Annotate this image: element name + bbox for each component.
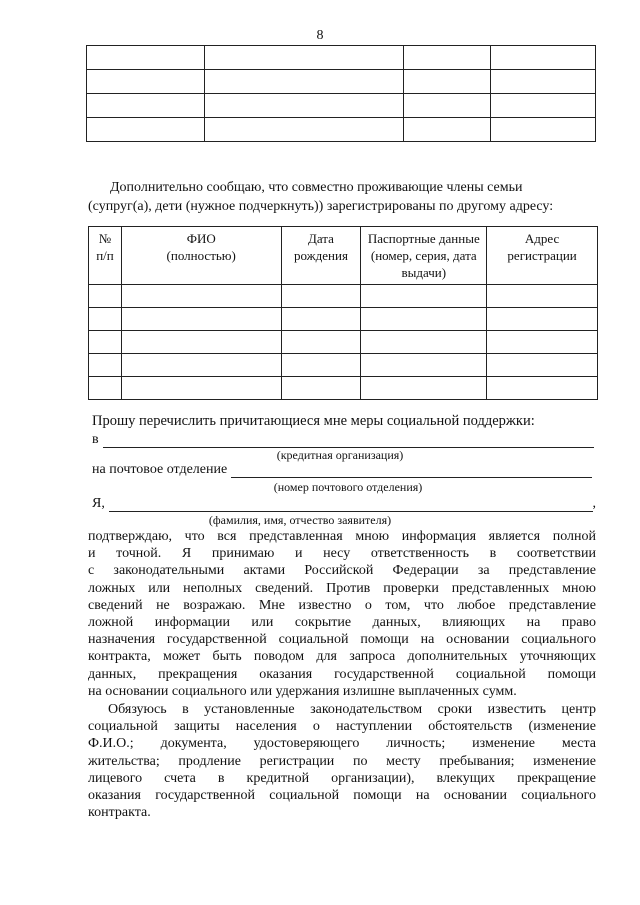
table-cell[interactable] (87, 118, 205, 142)
name-field-row (92, 496, 596, 512)
column-header: Адрес регистрации (487, 227, 598, 285)
table-cell[interactable] (404, 46, 491, 70)
column-header: № п/п (89, 227, 122, 285)
paragraph-line: и точной. Я принимаю и несу ответственность в соответствии (88, 546, 596, 562)
table-row (87, 46, 596, 70)
table-row (87, 94, 596, 118)
table-row (89, 331, 598, 354)
family-members-table (88, 226, 598, 400)
table-cell[interactable] (491, 70, 596, 94)
paragraph-line: сведений не возражаю. Мне известно о том, что любое представление (88, 597, 596, 613)
bank-field-row (92, 432, 594, 448)
continued-table (86, 45, 596, 142)
table-cell[interactable] (404, 118, 491, 142)
column-header: Паспортные данные (номер, серия, дата выдачи) (361, 227, 487, 285)
applicant-name-input-line[interactable] (109, 497, 593, 512)
table-row (89, 354, 598, 377)
table-cell[interactable] (487, 285, 598, 308)
intro-paragraph (88, 178, 598, 216)
table-row (89, 377, 598, 400)
table-cell[interactable] (491, 94, 596, 118)
intro-line-2: (супруг(а), дети (нужное подчеркнуть)) зарегистрированы по другому адресу: (88, 199, 554, 214)
table-cell[interactable] (121, 285, 281, 308)
table-cell[interactable] (204, 94, 404, 118)
table-cell[interactable] (281, 331, 361, 354)
paragraph-line: лицевого счета в кредитной организации), влекущих прекращение (88, 770, 596, 786)
table-cell[interactable] (87, 94, 205, 118)
table-cell[interactable] (281, 377, 361, 400)
paragraph-line: социальной защиты населения о наступлении обстоятельств (изменение (88, 719, 596, 735)
table-cell[interactable] (89, 308, 122, 331)
table-cell[interactable] (404, 94, 491, 118)
table-row (87, 118, 596, 142)
page-number: 8 (316, 28, 324, 43)
post-caption: (номер почтового отделения) (273, 480, 423, 494)
table-cell[interactable] (281, 285, 361, 308)
paragraph-line: Ф.И.О.; документа, удостоверяющего личность; изменение места (88, 736, 596, 752)
paragraph-line: ложных или неполных сведений. Против проверки представленных мною (88, 580, 596, 596)
table-row (87, 70, 596, 94)
table-cell[interactable] (121, 331, 281, 354)
table-cell[interactable] (281, 308, 361, 331)
table-cell[interactable] (404, 70, 491, 94)
table-cell[interactable] (89, 354, 122, 377)
table-cell[interactable] (204, 118, 404, 142)
name-caption: (фамилия, имя, отчество заявителя) (208, 513, 392, 527)
table-cell[interactable] (487, 354, 598, 377)
table-cell[interactable] (491, 46, 596, 70)
table-cell[interactable] (89, 285, 122, 308)
table-row (89, 285, 598, 308)
bank-prefix: в (92, 432, 99, 447)
table-row (89, 308, 598, 331)
name-prefix: Я, (92, 496, 105, 511)
table-cell[interactable] (89, 331, 122, 354)
table-cell[interactable] (204, 46, 404, 70)
paragraph-line: ложной информации или сокрытие данных, влияющих на право (88, 615, 596, 631)
table-cell[interactable] (121, 354, 281, 377)
intro-line-1: Дополнительно сообщаю, что совместно проживающие члены семьи (110, 180, 523, 195)
paragraph-line: жительства; продление регистрации по месту пребывания; изменение (88, 753, 596, 769)
table-cell[interactable] (87, 70, 205, 94)
bank-input-line[interactable] (103, 433, 594, 448)
table-cell[interactable] (361, 285, 487, 308)
paragraph-line: на основании социального или удержания излишне выплаченных сумм. (88, 683, 517, 699)
column-header: Дата рождения (281, 227, 361, 285)
post-prefix: на почтовое отделение (92, 462, 228, 477)
paragraph-line: контракта, может быть поводом для запроса дополнительных уточняющих (88, 649, 596, 665)
paragraph-line: данных, прекращения оказания государственной социальной помощи (88, 666, 596, 682)
table-cell[interactable] (89, 377, 122, 400)
table-cell[interactable] (87, 46, 205, 70)
paragraph-line: назначения государственной социальной помощи на основании социального (88, 632, 596, 648)
table-cell[interactable] (361, 331, 487, 354)
table-cell[interactable] (121, 377, 281, 400)
paragraph-line: с законодательными актами Российской Федерации за представление (88, 563, 596, 579)
table-cell[interactable] (487, 331, 598, 354)
table-cell[interactable] (361, 308, 487, 331)
table-cell[interactable] (361, 354, 487, 377)
column-header: ФИО (полностью) (121, 227, 281, 285)
paragraph-line: Обязуюсь в установленные законодательством сроки известить центр (108, 702, 596, 717)
paragraph-line: контракта. (88, 805, 151, 821)
obligation-paragraph (88, 701, 596, 821)
table-cell[interactable] (487, 308, 598, 331)
name-suffix: , (592, 496, 596, 511)
table-cell[interactable] (121, 308, 281, 331)
paragraph-line: оказания государственной социальной помощи на основании социального (88, 788, 596, 804)
post-field-row (92, 462, 592, 478)
bank-caption: (кредитная организация) (276, 448, 404, 462)
paragraph-line: подтверждаю, что вся представленная мною информация является полной (88, 529, 596, 544)
table-cell[interactable] (204, 70, 404, 94)
table-cell[interactable] (487, 377, 598, 400)
table-cell[interactable] (361, 377, 487, 400)
table-cell[interactable] (491, 118, 596, 142)
confirmation-paragraph (88, 528, 596, 700)
table-cell[interactable] (281, 354, 361, 377)
post-office-input-line[interactable] (231, 463, 592, 478)
payment-intro: Прошу перечислить причитающиеся мне меры социальной поддержки: (92, 413, 535, 429)
